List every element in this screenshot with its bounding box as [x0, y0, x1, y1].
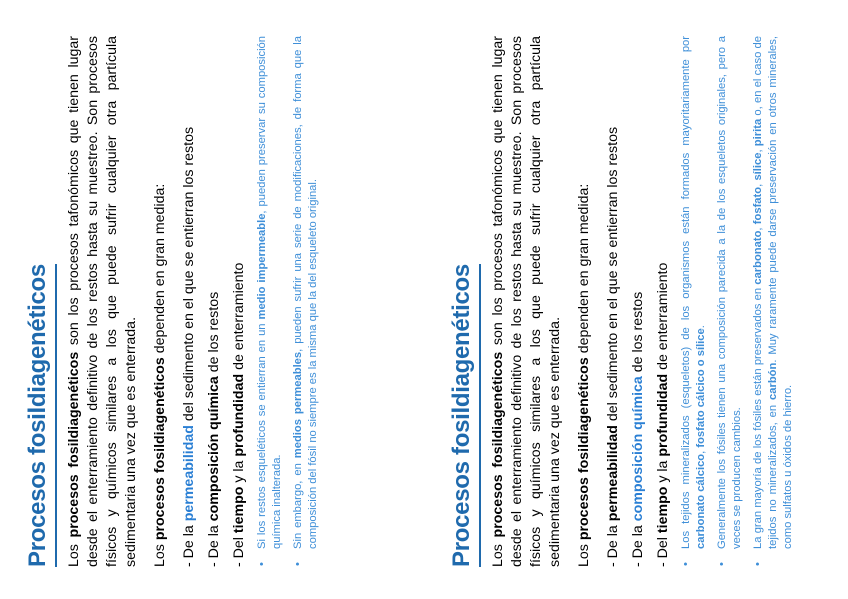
dash-item-tiempo	[230, 36, 249, 567]
text-run: dependen en gran medida:	[152, 183, 168, 358]
bold-term: composición química	[206, 376, 222, 522]
list-item	[255, 36, 285, 553]
list-item	[679, 36, 709, 553]
text-run: - Del	[655, 533, 671, 567]
text-run: y la	[655, 456, 671, 487]
text-run: o, en el caso de tejidos no mineralizados, en	[752, 36, 779, 549]
bold-term: medios permeables	[292, 351, 304, 459]
text-run: de los restos	[206, 291, 222, 377]
text-run: ,	[752, 180, 764, 187]
bold-term: tiempo	[655, 486, 671, 534]
text-run: La gran mayoría de los fósiles están preservados en	[752, 284, 764, 549]
depend-paragraph	[575, 36, 594, 567]
text-run: - Del	[231, 533, 247, 567]
text-run: - De la	[206, 521, 222, 567]
dash-item-composicion	[629, 36, 648, 567]
bold-term: profundidad	[655, 373, 671, 457]
sub-bullet-list	[679, 36, 796, 567]
bold-term: medio impermeable	[256, 213, 268, 320]
text-run: de enterramiento	[655, 262, 671, 374]
text-run: Los	[576, 540, 592, 567]
bold-term: profundidad	[231, 373, 247, 457]
bold-term: procesos fosildiagenéticos	[490, 351, 506, 538]
text-run: , pueden sufrir una serie de modificaciones, de forma que la composición del fósil no siempre es la misma que la del esqueleto original.	[292, 35, 319, 549]
text-run: son los procesos tafonómicos que tienen lugar desde el enterramiento definitivo de los restos hasta su muestreo. Son procesos físicos y químicos similares a los que puede sufrir cualquier otra partícula sedimentaria una vez que es enterrada.	[66, 36, 139, 567]
bold-term: carbón	[767, 362, 779, 400]
text-run: Los	[152, 540, 168, 567]
text-run: del sedimento en el que se entierran los restos	[181, 126, 197, 426]
bold-term: permeabilidad	[605, 425, 621, 522]
text-run: de los restos	[630, 291, 646, 377]
text-run: ,	[752, 224, 764, 231]
text-run: , pueden preservar su composición química inalterada.	[256, 36, 283, 549]
intro-paragraph	[489, 36, 565, 567]
list-item	[715, 36, 745, 553]
slide-title: Procesos fosildiagenéticos	[24, 264, 57, 567]
text-run: ,	[752, 146, 764, 153]
text-run: - De la	[605, 521, 621, 567]
text-run: son los procesos tafonómicos que tienen lugar desde el enterramiento definitivo de los restos hasta su muestreo. Son procesos físicos y químicos similares a los que puede sufrir cualquier otra partícula sedimentaria una vez que es enterrada.	[490, 36, 563, 567]
text-run: . Muy raramente puede darse preservación en otros minerales, como sulfatos u óxidos de hierro.	[767, 36, 794, 549]
slide-title: Procesos fosildiagenéticos	[448, 264, 481, 567]
list-item	[751, 36, 796, 553]
bold-term: fosfato cálcico o sílice	[695, 328, 707, 448]
text-run: ,	[695, 447, 707, 454]
dash-item-tiempo	[654, 36, 673, 567]
text-run: Los	[66, 537, 82, 567]
text-run: de enterramiento	[231, 262, 247, 374]
bold-term: tiempo	[231, 486, 247, 534]
text-run: Los tejidos mineralizados (esqueletos) de los organismos están formados mayoritariamente por	[680, 36, 692, 549]
bold-term: procesos fosildiagenéticos	[152, 357, 168, 541]
text-run: Los	[490, 537, 506, 567]
dash-item-permeabilidad	[604, 36, 623, 567]
text-run: .	[695, 325, 707, 329]
bold-term: sílice	[752, 152, 764, 181]
text-run: Sin embargo, en	[292, 458, 304, 549]
text-run: - De la	[181, 521, 197, 567]
list-item	[291, 36, 321, 553]
bold-term: procesos fosildiagenéticos	[66, 351, 82, 538]
text-run: Generalmente los fósiles tienen una composición parecida a la de los esqueletos originales, pero a veces se producen cambios.	[716, 36, 743, 549]
dash-item-composicion	[205, 36, 224, 567]
bold-term: fosfato	[752, 186, 764, 225]
intro-paragraph	[65, 36, 141, 567]
depend-paragraph	[151, 36, 170, 567]
sub-bullet-list	[255, 36, 321, 567]
dash-item-permeabilidad	[180, 36, 199, 567]
bold-term: pirita	[752, 118, 764, 147]
highlight-term: permeabilidad	[181, 425, 197, 522]
bold-term: procesos fosildiagenéticos	[576, 357, 592, 541]
slide-2	[424, 0, 848, 599]
text-run: del sedimento en el que se entierran los restos	[605, 126, 621, 426]
text-run: Si los restos esqueléticos se entierran en un	[256, 319, 268, 549]
text-run: dependen en gran medida:	[576, 183, 592, 358]
highlight-term: composición química	[630, 376, 646, 522]
text-run: y la	[231, 456, 247, 487]
text-run: - De la	[630, 521, 646, 567]
bold-term: carbonato	[752, 230, 764, 285]
bold-term: carbonato cálcico	[695, 453, 707, 549]
